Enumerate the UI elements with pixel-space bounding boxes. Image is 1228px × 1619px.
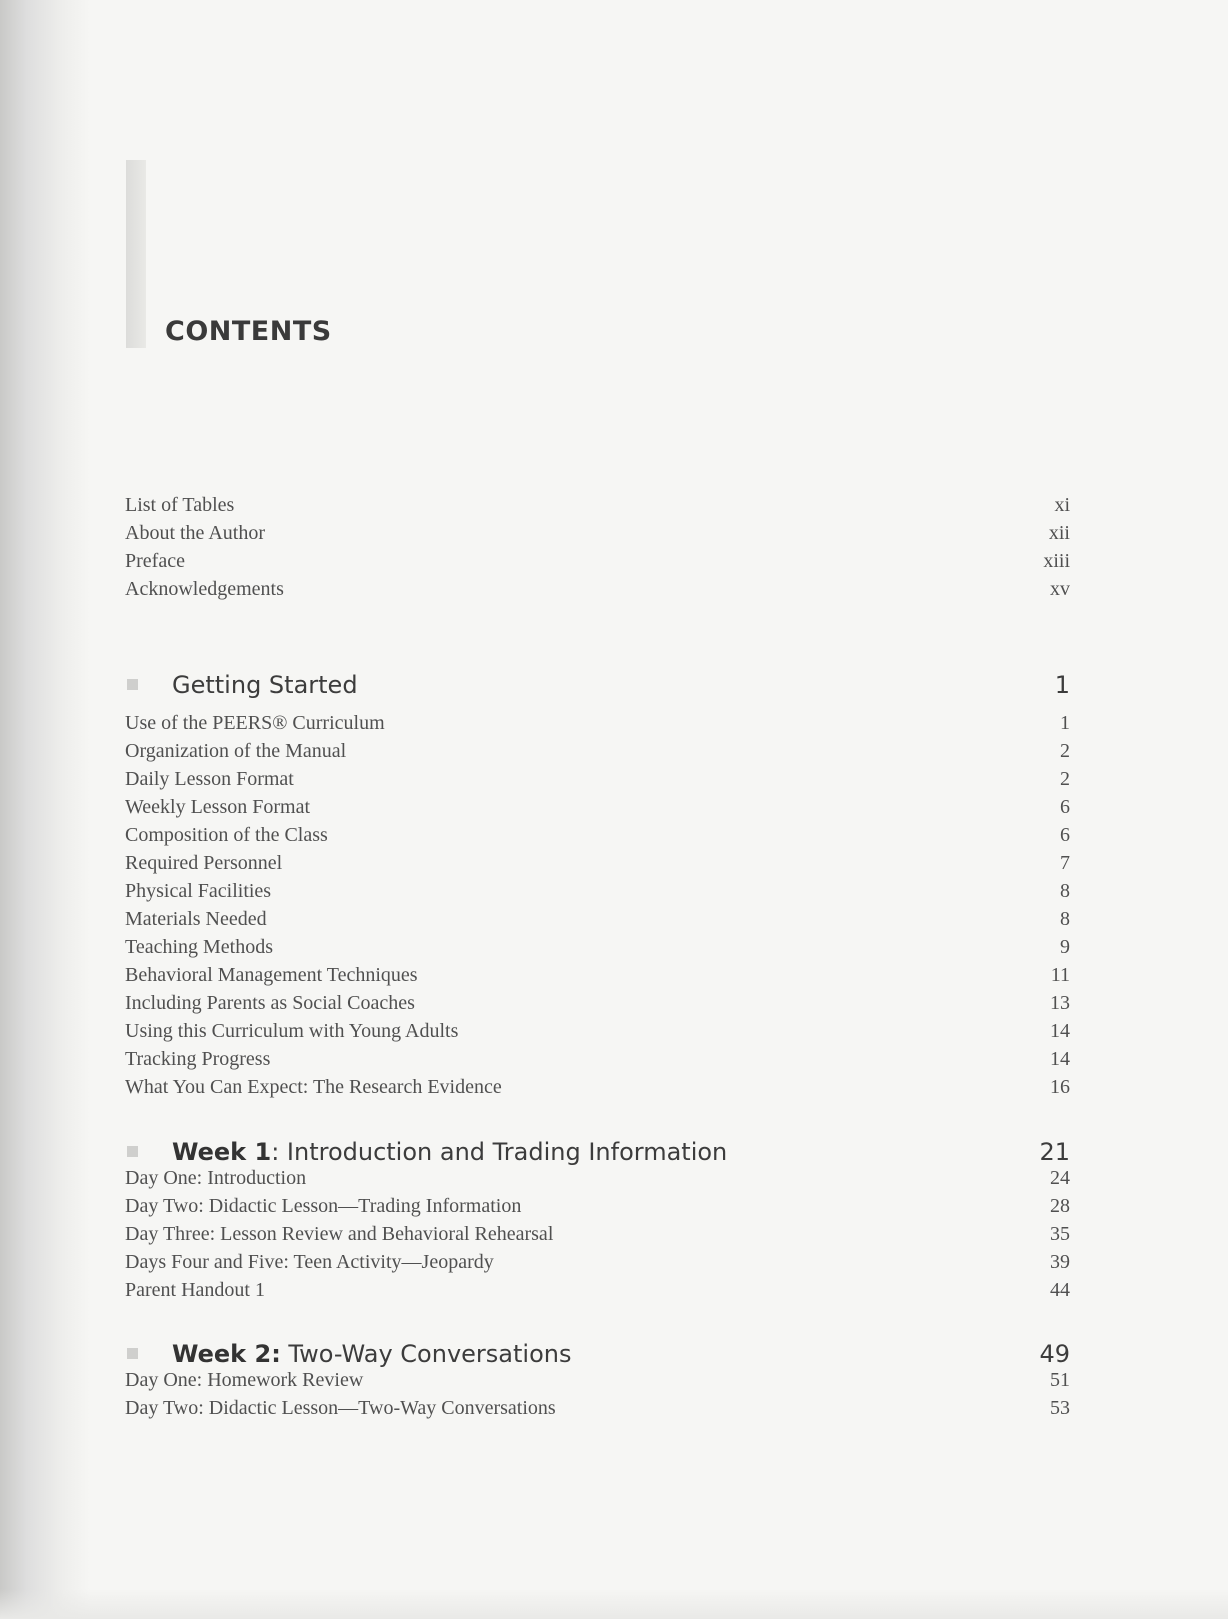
toc-entry[interactable] — [125, 737, 1070, 765]
toc-entry-title: Using this Curriculum with Young Adults — [125, 1020, 459, 1042]
toc-entry-page: 14 — [1050, 1020, 1070, 1042]
toc-entry-page: 14 — [1050, 1048, 1070, 1070]
toc-entry[interactable] — [125, 905, 1070, 933]
toc-entry-title: Organization of the Manual — [125, 740, 347, 762]
toc-entry-page: 51 — [1050, 1369, 1070, 1391]
toc-entry-title: Days Four and Five: Teen Activity—Jeopardy — [125, 1251, 494, 1273]
toc-entry-page: 11 — [1050, 964, 1070, 986]
toc-entry-list-of-tables[interactable] — [125, 491, 1070, 519]
toc-entry-page: 35 — [1050, 1223, 1070, 1245]
toc-entry-page: 44 — [1050, 1279, 1070, 1301]
toc-entry-title: Including Parents as Social Coaches — [125, 992, 415, 1014]
toc-entry[interactable] — [125, 1220, 1070, 1248]
toc-entry-page: 9 — [1060, 936, 1070, 958]
toc-entry[interactable] — [125, 961, 1070, 989]
toc-entry-title: Weekly Lesson Format — [125, 796, 311, 818]
section-bullet-icon — [127, 679, 138, 690]
toc-entry-page: xiii — [1043, 550, 1070, 572]
section-bullet-icon — [127, 1348, 138, 1359]
toc-entry-page: 8 — [1060, 908, 1070, 930]
toc-entry-title: Day Two: Didactic Lesson—Two-Way Conversations — [125, 1397, 556, 1419]
toc-entry-title: Daily Lesson Format — [125, 768, 294, 790]
toc-entry[interactable] — [125, 1394, 1070, 1422]
toc-entry-page: 53 — [1050, 1397, 1070, 1419]
toc-entry[interactable] — [125, 989, 1070, 1017]
toc-entry[interactable] — [125, 1366, 1070, 1394]
page-title: CONTENTS — [165, 316, 332, 347]
toc-entry-page: 39 — [1050, 1251, 1070, 1273]
toc-entry-page: 28 — [1050, 1195, 1070, 1217]
section-bullet-icon — [127, 1146, 138, 1157]
toc-entry-title: Day Three: Lesson Review and Behavioral Rehearsal — [125, 1223, 554, 1245]
toc-entry-title: Preface — [125, 550, 185, 572]
section-title: Getting Started — [172, 671, 358, 699]
toc-entry-page: 24 — [1050, 1167, 1070, 1189]
toc-entry-title: Tracking Progress — [125, 1048, 271, 1070]
toc-entry-title: Physical Facilities — [125, 880, 272, 902]
toc-entry-page: 8 — [1060, 880, 1070, 902]
toc-entry-page: 1 — [1060, 712, 1070, 734]
toc-entry[interactable] — [125, 765, 1070, 793]
section-page: 49 — [1039, 1340, 1070, 1368]
toc-entry-title: Acknowledgements — [125, 578, 284, 600]
toc-entry[interactable] — [125, 1276, 1070, 1304]
section-page: 1 — [1054, 671, 1070, 699]
toc-entry[interactable] — [125, 821, 1070, 849]
toc-entry-page: 2 — [1060, 740, 1070, 762]
toc-entry-page: xii — [1048, 522, 1070, 544]
toc-entry[interactable] — [125, 849, 1070, 877]
toc-entry[interactable] — [125, 1017, 1070, 1045]
section-title: Week 1: Introduction and Trading Information — [172, 1138, 728, 1166]
toc-entry[interactable] — [125, 1248, 1070, 1276]
toc-entry-title: Day Two: Didactic Lesson—Trading Information — [125, 1195, 522, 1217]
toc-entry[interactable] — [125, 709, 1070, 737]
toc-entry-page: 16 — [1050, 1076, 1070, 1098]
toc-entry-about-the-author[interactable] — [125, 519, 1070, 547]
heading-accent-bar — [126, 160, 146, 348]
section-title: Week 2: Two-Way Conversations — [172, 1340, 572, 1368]
toc-entry-title: Composition of the Class — [125, 824, 328, 846]
toc-entry-page: 13 — [1050, 992, 1070, 1014]
toc-entry-page: 7 — [1060, 852, 1070, 874]
toc-entry-title: Materials Needed — [125, 908, 267, 930]
toc-entry-page: 2 — [1060, 768, 1070, 790]
toc-entry[interactable] — [125, 793, 1070, 821]
toc-entry-title: Required Personnel — [125, 852, 283, 874]
toc-entry-title: Day One: Homework Review — [125, 1369, 364, 1391]
toc-entry-page: 6 — [1060, 796, 1070, 818]
toc-entry-title: Behavioral Management Techniques — [125, 964, 418, 986]
toc-entry[interactable] — [125, 877, 1070, 905]
toc-entry-title: Day One: Introduction — [125, 1167, 307, 1189]
toc-entry[interactable] — [125, 933, 1070, 961]
toc-entry-title: What You Can Expect: The Research Evidence — [125, 1076, 502, 1098]
toc-entry[interactable] — [125, 1073, 1070, 1101]
toc-entry-title: List of Tables — [125, 494, 235, 516]
toc-entry-page: xi — [1054, 494, 1070, 516]
toc-entry-preface[interactable] — [125, 547, 1070, 575]
page-bottom-shadow — [0, 1589, 1228, 1619]
toc-entry-title: About the Author — [125, 522, 265, 544]
spine-shadow — [0, 0, 90, 1619]
section-heading-getting-started[interactable] — [125, 667, 1070, 703]
toc-entry-title: Parent Handout 1 — [125, 1279, 265, 1301]
toc-entry-page: xv — [1050, 578, 1070, 600]
toc-entry[interactable] — [125, 1045, 1070, 1073]
toc-entry-title: Use of the PEERS® Curriculum — [125, 712, 385, 734]
section-page: 21 — [1039, 1138, 1070, 1166]
toc-entry-page: 6 — [1060, 824, 1070, 846]
toc-entry[interactable] — [125, 1192, 1070, 1220]
toc-entry-acknowledgements[interactable] — [125, 575, 1070, 603]
toc-entry[interactable] — [125, 1164, 1070, 1192]
toc-entry-title: Teaching Methods — [125, 936, 274, 958]
